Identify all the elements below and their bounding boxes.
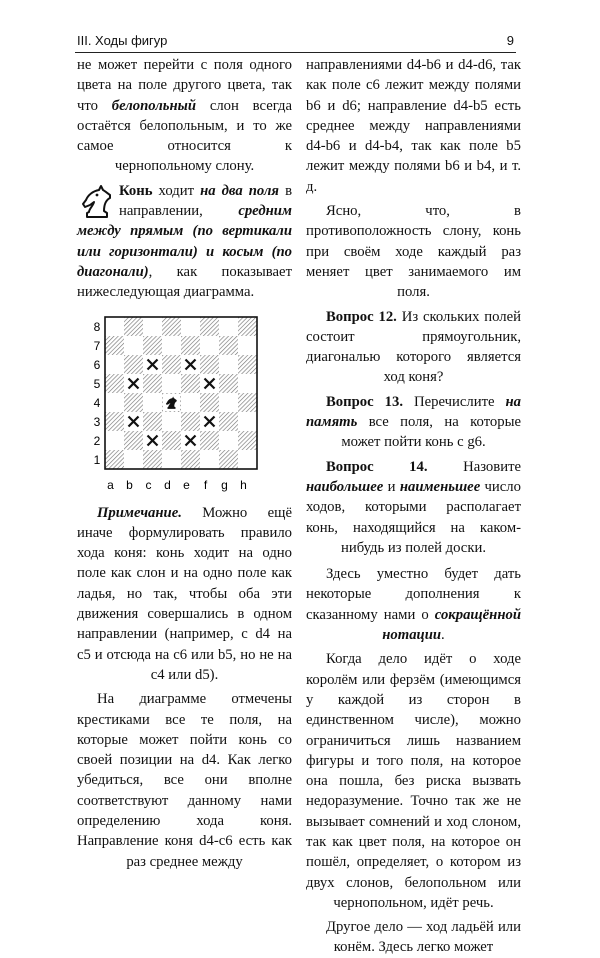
rank-label: 2 xyxy=(93,433,101,448)
board-square xyxy=(124,393,143,412)
board-square xyxy=(200,336,219,355)
board-square xyxy=(124,336,143,355)
running-header xyxy=(75,30,516,53)
board-square xyxy=(219,412,238,431)
chess-diagram xyxy=(77,309,292,497)
section-title: III. Ходы фигур xyxy=(77,33,168,48)
direction-paragraph: направлениями d4-b6 и d4-d6, так как поле c6 лежит между полями b6 и d6; направление d4-b5 есть среднее между направлениями d4-b6 и d4-b4, так как поле b5 лежит между полями b6 и b4, и т. д. xyxy=(306,57,521,195)
board-square xyxy=(181,412,200,431)
knight-icon xyxy=(77,181,117,221)
board-square xyxy=(162,336,181,355)
board-square xyxy=(162,450,181,469)
cross-icon xyxy=(201,413,218,430)
board-square xyxy=(105,450,124,469)
rook-knight-paragraph: Другое дело — ход ладьёй или конём. Здесь легко может xyxy=(326,919,521,956)
board-square xyxy=(219,450,238,469)
board-square xyxy=(219,317,238,336)
board-square xyxy=(143,317,162,336)
board-square xyxy=(105,355,124,374)
rank-label: 5 xyxy=(93,376,101,391)
file-label: h xyxy=(240,477,247,492)
board-square xyxy=(238,450,257,469)
board-square xyxy=(124,317,143,336)
board-square xyxy=(181,393,200,412)
board-square xyxy=(238,412,257,431)
board-square xyxy=(219,393,238,412)
board-square xyxy=(105,374,124,393)
right-column xyxy=(306,55,521,958)
question-13: Вопрос 13. Перечислите на память все поля, на которые может пойти конь с g6. xyxy=(306,393,522,451)
rank-label: 4 xyxy=(93,395,101,410)
bishop-color-paragraph: не может перейти с поля одного цвета на поле другого цвета, так что белопольный слон всегда остаётся белопольным, и то же самое относится к чернопольному слону. xyxy=(77,57,292,175)
board-square xyxy=(124,431,143,450)
cross-icon xyxy=(125,375,142,392)
notation-intro-paragraph: Здесь уместно будет дать некоторые дополнения к сказанному нами о сокращённой нотации. xyxy=(306,566,521,644)
board-square xyxy=(200,393,219,412)
cross-icon xyxy=(182,432,199,449)
question-12: Вопрос 12. Из скольких полей состоит прямоугольник, диагональю которого является ход коня? xyxy=(306,308,521,386)
knight-rule-paragraph: Конь ходит на два поля в направлении, средним между прямым (по вертикали или горизонтали) и косым (по диагонали), как показывает нижеследующая диаграмма. xyxy=(77,182,293,301)
board-square xyxy=(238,336,257,355)
board-square xyxy=(219,374,238,393)
board-square xyxy=(238,431,257,450)
board-square xyxy=(238,355,257,374)
board-square xyxy=(143,450,162,469)
board-square xyxy=(162,374,181,393)
board-square xyxy=(124,450,143,469)
board-square xyxy=(181,317,200,336)
board-square xyxy=(200,355,219,374)
board-square xyxy=(219,355,238,374)
rank-label: 1 xyxy=(93,452,101,467)
board-square xyxy=(162,317,181,336)
board-square xyxy=(143,412,162,431)
board-square xyxy=(238,374,257,393)
file-label: d xyxy=(164,477,171,492)
note-paragraph: Примечание. Можно ещё иначе формулировать правило хода коня: конь ходит на одно поле как слон и на одно поле как ладья, но так, чтобы оба эти движения совершались в одном направлении (например, с d4 на c5 и отсюда на c6 или b5, но не на c4 или d5). xyxy=(77,504,292,683)
left-column xyxy=(77,55,292,872)
rank-label: 8 xyxy=(93,319,101,334)
page-number: 9 xyxy=(506,33,514,48)
board-square xyxy=(181,450,200,469)
board-square xyxy=(219,431,238,450)
cross-icon xyxy=(125,413,142,430)
cross-icon xyxy=(182,356,199,373)
diagram-explanation-paragraph: На диаграмме отмечены крестиками все те поля, на которые может пойти конь со своей позиции на d4. Как легко убедиться, все они вполне соответствуют данному нами определению хода коня. Направление коня d4-c6 есть как раз среднее между xyxy=(77,691,292,870)
cross-icon xyxy=(201,375,218,392)
knight-piece-icon xyxy=(163,394,180,411)
board-square xyxy=(143,374,162,393)
question-14: Вопрос 14. Назовите наибольшее и наименьшее число ходов, которыми располагает конь, находящийся на каком-нибудь из полей доски. xyxy=(306,458,522,556)
king-queen-notation-paragraph: Когда дело идёт о ходе королём или ферзём (имеющимся у каждой из сторон в единственном числе), можно ограничиться лишь названием фигуры и того поля, на которое она пошла, без риска вызвать недоразумение. Точно так же не вызывает сомнений и ход слоном, так как цвет поля, на которое он пошёл, определяет, о котором из двух слонов, белопольном или чернопольном, идёт речь. xyxy=(306,651,521,911)
file-label: g xyxy=(221,477,228,492)
board-square xyxy=(162,431,181,450)
rank-label: 7 xyxy=(93,338,101,353)
cross-icon xyxy=(144,356,161,373)
board-square xyxy=(200,431,219,450)
chess-board xyxy=(77,309,292,497)
board-square xyxy=(143,393,162,412)
board-square xyxy=(105,317,124,336)
board-square xyxy=(105,393,124,412)
board-square xyxy=(105,431,124,450)
color-change-paragraph: Ясно, что, в противоположность слону, конь при своём ходе каждый раз меняет цвет занимаемого им поля. xyxy=(306,203,521,301)
rank-label: 3 xyxy=(93,414,101,429)
file-label: b xyxy=(126,477,133,492)
board-square xyxy=(124,355,143,374)
board-square xyxy=(105,336,124,355)
board-square xyxy=(162,412,181,431)
board-square xyxy=(143,336,162,355)
cross-icon xyxy=(144,432,161,449)
rank-label: 6 xyxy=(93,357,101,372)
board-square xyxy=(181,374,200,393)
board-square xyxy=(181,336,200,355)
file-label: f xyxy=(203,477,208,492)
board-square xyxy=(200,317,219,336)
board-square xyxy=(105,412,124,431)
file-label: c xyxy=(145,477,152,492)
file-label: e xyxy=(183,477,190,492)
file-label: a xyxy=(107,477,114,492)
board-square xyxy=(200,450,219,469)
board-square xyxy=(162,355,181,374)
board-square xyxy=(238,393,257,412)
board-square xyxy=(238,317,257,336)
board-square xyxy=(219,336,238,355)
